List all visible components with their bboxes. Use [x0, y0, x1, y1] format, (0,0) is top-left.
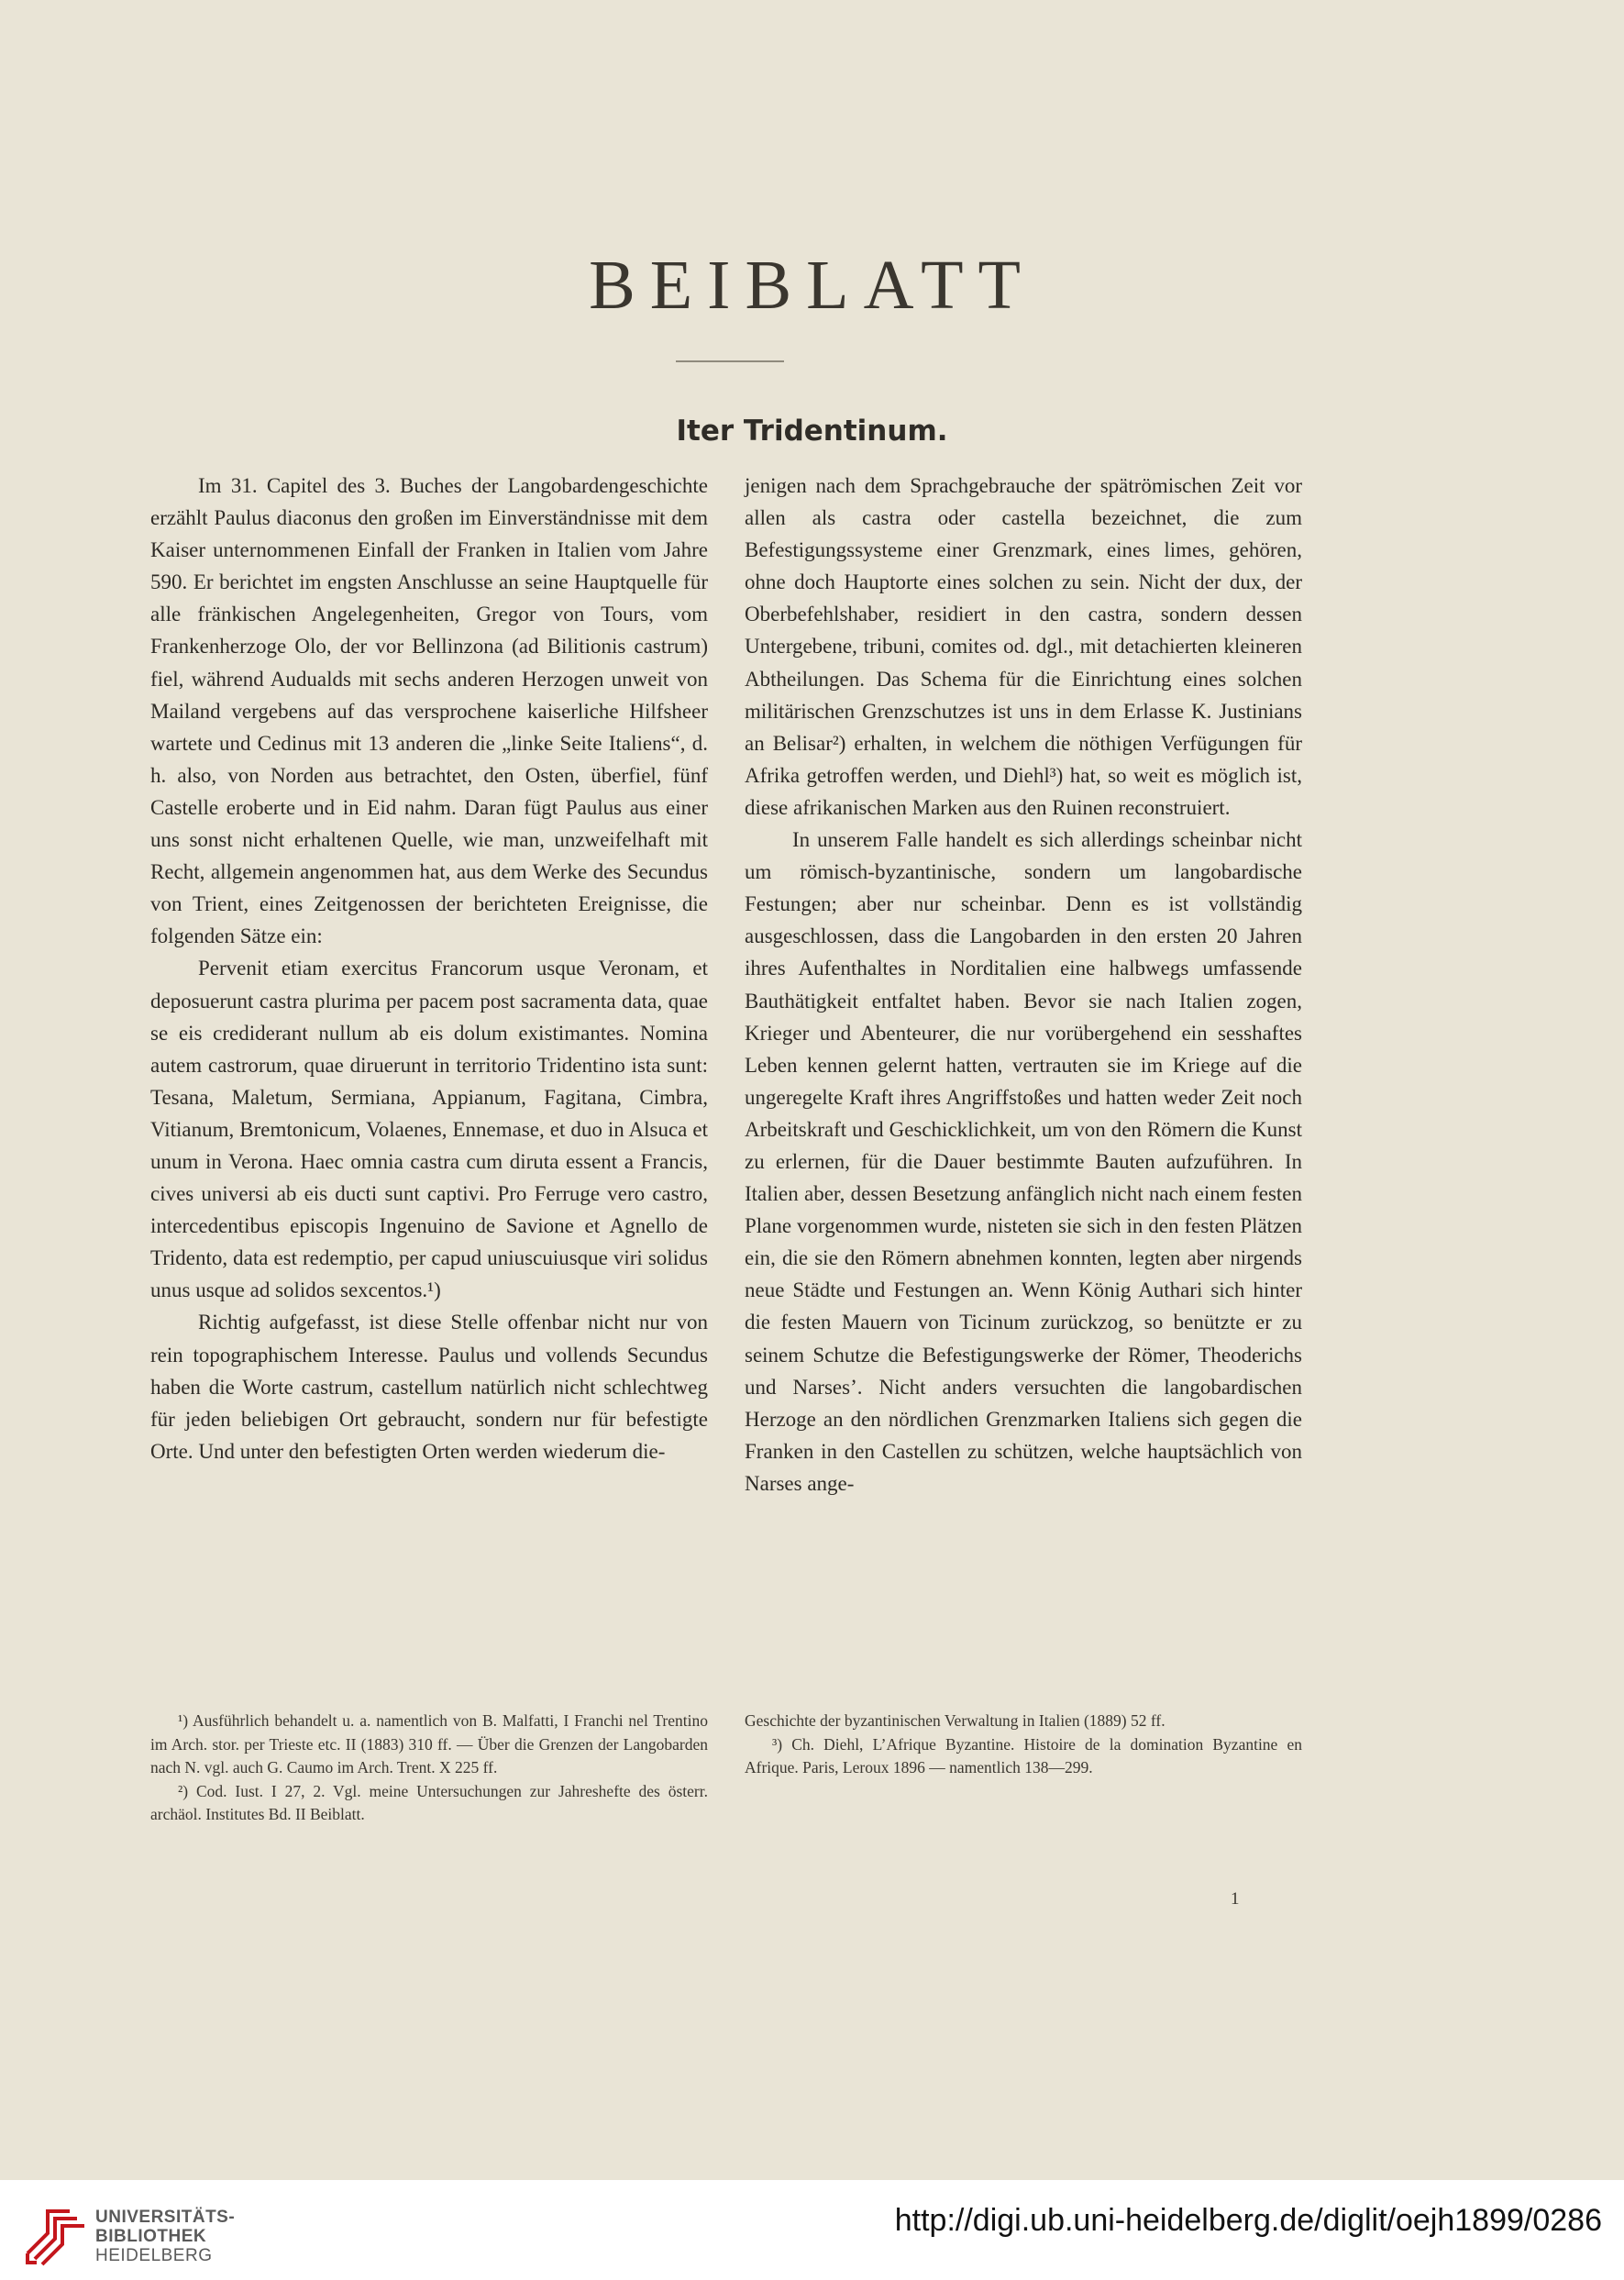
paragraph: jenigen nach dem Sprachgebrauche der spätrömischen Zeit vor allen als castra oder castella bezeichnet, die zum Befestigungssysteme einer Grenzmark, eines limes, gehören, ohne doch Hauptorte eines solchen zu sein. Nicht der dux, der Oberbefehlshaber, residiert in den castra, sondern dessen Untergebene, tribuni, comites od. dgl., mit detachierten kleineren Abtheilungen. Das Schema für die Einrichtung eines solchen militärischen Grenzschutzes ist uns in dem Erlasse K. Justinians an Belisar²) erhalten, in welchem die nöthigen Verfügungen für Afrika getroffen werden, und Diehl³) hat, so weit es möglich ist, diese afrikanischen Marken aus den Ruinen reconstruiert. — [745, 474, 1302, 819]
paragraph: Im 31. Capitel des 3. Buches der Langobardengeschichte erzählt Paulus diaconus den großen im Einverständnisse mit dem Kaiser unternommenen Einfall der Franken in Italien vom Jahre 590. Er berichtet im engsten Anschlusse an seine Hauptquelle für alle fränkischen Angelegenheiten, Gregor von Tours, vom Frankenherzoge Olo, der vor Bellinzona (ad Bilitionis castrum) fiel, während Audualds mit sechs anderen Herzogen unweit von Mailand vergebens auf das versprochene kaiserliche Hilfsheer wartete und Cedinus mit 13 anderen die „linke Seite Italiens“, d. h. also, von Norden aus betrachtet, den Osten, überfiel, fünf Castelle eroberte und in Eid nahm. Daran fügt Paulus aus einer uns sonst nicht erhaltenen Quelle, wie man, unzweifelhaft mit Recht, allgemein angenommen hat, aus dem Werke des Secundus von Trient, eines Zeitgenossen der berichteten Ereignisse, die folgenden Sätze ein: — [150, 474, 708, 948]
library-name-line: HEIDELBERG — [95, 2246, 213, 2265]
right-text-column — [745, 470, 1302, 1500]
university-library-logo-icon[interactable] — [20, 2197, 92, 2268]
footnote: Geschichte der byzantinischen Verwaltung in Italien (1889) 52 ff. — [745, 1711, 1166, 1730]
page-number: 1 — [1231, 1889, 1240, 1909]
paragraph: Pervenit etiam exercitus Francorum usque Veronam, et deposuerunt castra plurima per pacem post sacramenta data, quae se eis crediderant nullum ab eis dolum existimantes. Nomina autem castrorum, quae diruerunt in territorio Tridentino ista sunt: Tesana, Maletum, Sermiana, Appianum, Fagitana, Cimbra, Vitianum, Bremtonicum, Volaenes, Ennemase, et duo in Alsuca et unum in Verona. Haec omnia castra cum diruta essent a Francis, cives universi ab eis ducti sunt captivi. Pro Ferruge vero castro, intercedentibus episcopis Ingenuino de Savione et Agnello de Tridento, data est redemptio, per capud uniuscuiusque viri solidus unus usque ad solidos sexcentos.¹) — [150, 957, 708, 1302]
footnotes-left — [150, 1710, 708, 1827]
footnote: ¹) Ausführlich behandelt u. a. namentlich von B. Malfatti, I Franchi nel Trentino im Arch. stor. per Trieste etc. II (1883) 310 ff. — Über die Grenzen der Langobarden nach N. vgl. auch G. Caumo im Arch. Trent. X 225 ff. — [150, 1711, 708, 1776]
left-text-column — [150, 470, 708, 1467]
footnotes-right — [745, 1710, 1302, 1780]
library-name-line: BIBLIOTHEK — [95, 2227, 207, 2246]
article-title: Iter Tridentinum. — [676, 415, 948, 448]
footnote: ²) Cod. Iust. I 27, 2. Vgl. meine Untersuchungen zur Jahreshefte des österr. archäol. Institutes Bd. II Beiblatt. — [150, 1781, 708, 1823]
footnote: ³) Ch. Diehl, L’Afrique Byzantine. Histoire de la domination Byzantine en Afrique. Paris, Leroux 1896 — namentlich 138—299. — [745, 1734, 1302, 1776]
permalink-url[interactable]: http://digi.ub.uni-heidelberg.de/diglit/oejh1899/0286 — [894, 2203, 1602, 2238]
title-divider — [676, 360, 784, 362]
paragraph: In unserem Falle handelt es sich allerdings scheinbar nicht um römisch-byzantinische, sondern um langobardische Festungen; aber nur scheinbar. Denn es ist vollständig ausgeschlossen, dass die Langobarden in den ersten 20 Jahren ihres Aufenthaltes in Norditalien eine halbwegs umfassende Bauthätigkeit entfaltet haben. Bevor sie nach Italien zogen, Krieger und Abenteurer, die nur vorübergehend ein sesshaftes Leben kennen gelernt hatten, vertrauten sie im Kriege auf die ungeregelte Kraft ihres Angriffstoßes und hatten weder Zeit noch Arbeitskraft und Geschicklichkeit, um von den Römern die Kunst zu erlernen, für die Dauer bestimmte Bauten aufzuführen. In Italien aber, dessen Besetzung anfänglich nicht nach einem festen Plane vorgenommen wurde, nisteten sie sich in den festen Plätzen ein, die sie den Römern abnehmen konnten, legten aber nirgends neue Städte und Festungen an. Wenn König Authari sich hinter die festen Mauern von Ticinum zurückzog, so benützte er zu seinem Schutze die Befestigungswerke der Römer, Theoderichs und Narses’. Nicht anders versuchten die langobardischen Herzoge an den nördlichen Grenzmarken Italiens sich gegen die Franken in den Castellen zu schützen, welche hauptsächlich von Narses ange- — [745, 828, 1302, 1495]
paragraph: Richtig aufgefasst, ist diese Stelle offenbar nicht nur von rein topographischem Interesse. Paulus und vollends Secundus haben die Worte castrum, castellum natürlich nicht schlechtweg für jeden beliebigen Ort gebraucht, sondern nur für befestigte Orte. Und unter den befestigten Orten werden wiederum die- — [150, 1311, 708, 1463]
library-name-line: UNIVERSITÄTS- — [95, 2208, 236, 2227]
library-name — [95, 2208, 235, 2265]
page-title: BEIBLATT — [589, 247, 1035, 324]
